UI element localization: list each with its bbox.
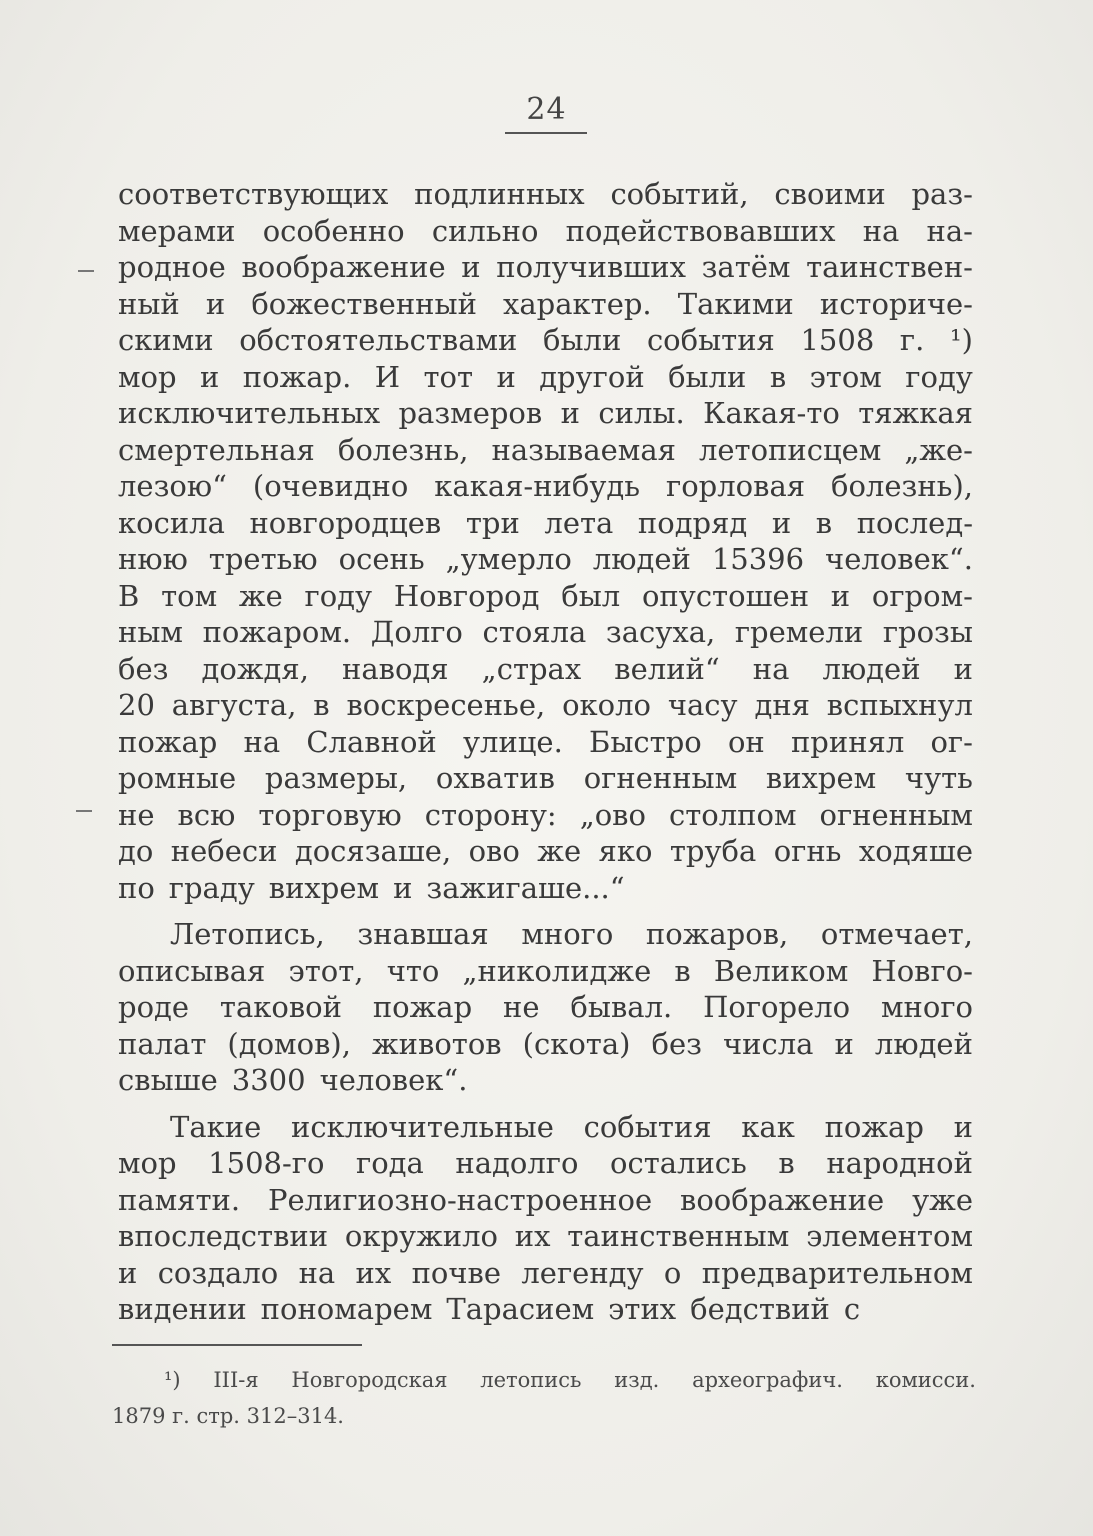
page-number: 24: [526, 92, 567, 127]
margin-mark: [78, 270, 94, 272]
text-line: Летопись, знавшая много пожаров, отмечает,: [170, 917, 973, 951]
text-line: мор и пожар. И тот и другой были в этом году: [118, 359, 973, 394]
text-line: не всю торговую сторону: „ово столпом огненным: [118, 797, 973, 832]
text-line: палат (домов), животов (скота) без числа и людей: [118, 1026, 973, 1061]
text-line: соответствующих подлинных событий, своими раз-: [118, 177, 973, 211]
footnote: [112, 1362, 976, 1434]
text-line: роде таковой пожар не бывал. Погорело много: [118, 990, 973, 1024]
text-line: без дождя, наводя „страх велий“ на людей и: [118, 651, 973, 686]
text-line: описывая этот, что „николидже в Великом Новго-: [118, 953, 973, 988]
text-line: ромные размеры, охватив огненным вихрем чуть: [118, 761, 973, 795]
text-line: 20 августа, в воскресенье, около часу дня вспыхнул: [118, 688, 973, 722]
paragraph-gap: [118, 1099, 973, 1109]
text-line: свыше 3300 человек“.: [118, 1063, 468, 1097]
text-line: исключительных размеров и силы. Какая-то тяжкая: [118, 396, 973, 430]
text-line: пожар на Славной улице. Быстро он принял ог-: [118, 724, 973, 759]
text-line: скими обстоятельствами были события 1508 г. ¹): [118, 323, 973, 357]
text-line: нюю третью осень „умерло людей 15396 человек“.: [118, 542, 973, 576]
text-line: до небеси досязаше, ово же яко труба огнь ходяше: [118, 834, 973, 868]
margin-mark: [76, 810, 92, 812]
text-line: ный и божественный характер. Такими историче-: [118, 286, 973, 321]
text-line: и создало на их почве легенду о предварительном: [118, 1255, 973, 1290]
text-line: ным пожаром. Долго стояла засуха, гремели грозы: [118, 615, 973, 649]
text-line: впоследствии окружило их таинственным элементом: [118, 1219, 973, 1253]
text-line: косила новгородцев три лета подряд и в послед-: [118, 505, 973, 540]
page-number-underline: [505, 132, 587, 134]
text-line: по граду вихрем и зажигаше...“: [118, 870, 625, 905]
text-line: мерами особенно сильно подействовавших на на-: [118, 213, 973, 248]
text-line: лезою“ (очевидно какая-нибудь горловая болезнь),: [118, 469, 973, 503]
text-line: памяти. Религиозно-настроенное воображение уже: [118, 1182, 973, 1217]
footnote-line: 1879 г. стр. 312–314.: [112, 1404, 344, 1428]
text-line: В том же году Новгород был опустошен и огром-: [118, 578, 973, 613]
text-line: родное воображение и получивших затём таинствен-: [118, 250, 973, 284]
paragraph-gap: [118, 906, 973, 916]
text-line: мор 1508-го года надолго остались в народной: [118, 1146, 973, 1180]
text-line: видении пономарем Тарасием этих бедствий с: [118, 1292, 861, 1326]
footnote-line: ¹) III-я Новгородская летопись изд. археографич. комисси.: [164, 1368, 976, 1392]
text-line: смертельная болезнь, называемая летописцем „же-: [118, 432, 973, 467]
body-text: [118, 176, 973, 1328]
footnote-rule: [112, 1344, 362, 1346]
text-line: Такие исключительные события как пожар и: [170, 1109, 973, 1144]
